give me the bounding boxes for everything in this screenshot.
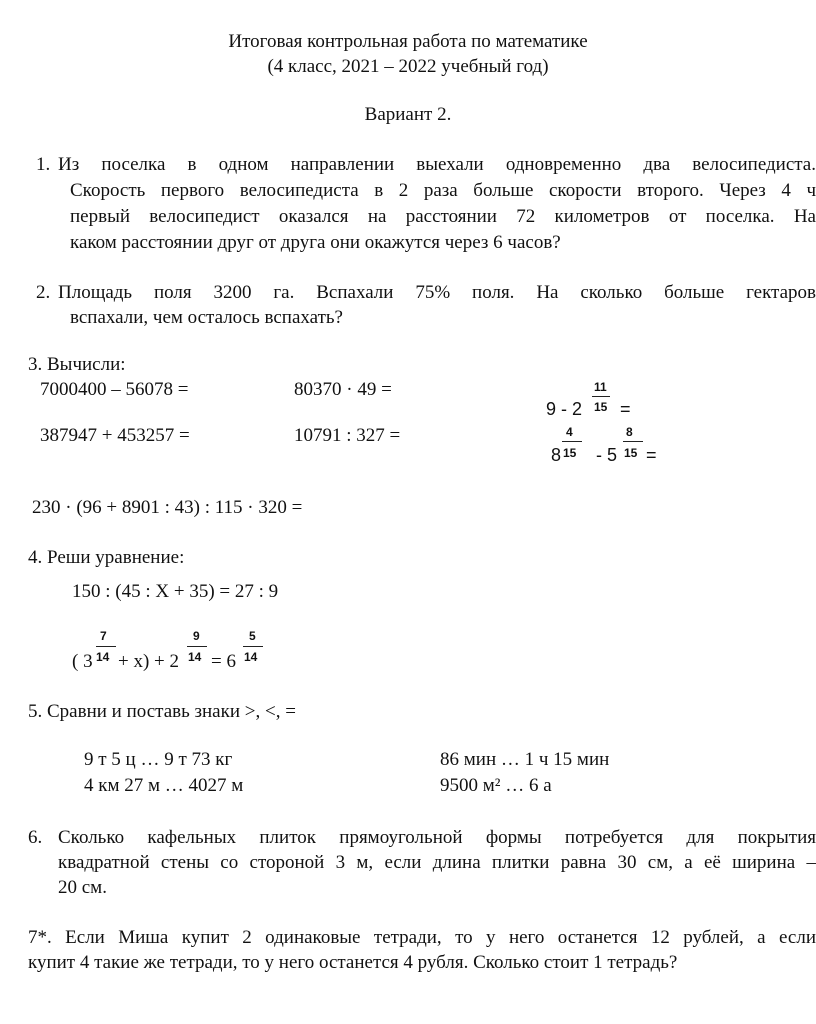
equation-part: ( 3 (72, 651, 93, 672)
task5-heading: 5. Сравни и поставь знаки >, <, = (28, 701, 296, 722)
fraction-numerator: 4 (566, 425, 573, 439)
task1-line: Из поселка в одном направлении выехали одновременно два велосипедиста. (58, 154, 816, 175)
comparison-item: 86 мин … 1 ч 15 мин (440, 749, 610, 770)
task4-heading: 4. Реши уравнение: (28, 547, 185, 568)
equals-sign: = (620, 399, 631, 419)
fraction-denominator: 14 (188, 650, 202, 664)
page-subtitle: (4 класс, 2021 – 2022 учебный год) (267, 56, 549, 77)
fraction-bar (623, 441, 643, 442)
task3-heading: 3. Вычисли: (28, 354, 126, 375)
fraction-denominator: 15 (624, 446, 638, 460)
fraction-numerator: 8 (626, 425, 633, 439)
task1-line: первый велосипедист оказался на расстоянии 72 километров от поселка. На (70, 206, 816, 227)
equals-sign: = (646, 445, 657, 465)
variant-label: Вариант 2. (364, 104, 452, 125)
task3-expression: 7000400 – 56078 = (40, 379, 189, 400)
task6-line: квадратной стены со стороной 3 м, если длина плитки равна 30 см, а её ширина – (58, 852, 816, 873)
task1-line: Скорость первого велосипедиста в 2 раза больше скорости второго. Через 4 ч (70, 180, 816, 201)
equation: 150 : (45 : Х + 35) = 27 : 9 (72, 581, 279, 602)
fraction-bar (592, 396, 610, 397)
fraction-numerator: 9 (193, 629, 200, 643)
task2-line: Площадь поля 3200 га. Вспахали 75% поля. На сколько больше гектаров (58, 282, 816, 303)
minus-whole: - 5 (596, 445, 618, 465)
task3-expression: 230 · (96 + 8901 : 43) : 115 · 320 = (32, 497, 303, 518)
equation-part: = 6 (211, 651, 236, 672)
fraction-denominator: 14 (96, 650, 110, 664)
fraction-bar (562, 441, 582, 442)
page-title: Итоговая контрольная работа по математике (228, 31, 588, 52)
task6-number: 6. (28, 827, 43, 848)
task1-number: 1. (36, 154, 51, 175)
equation-part: + х) + 2 (118, 651, 180, 672)
fraction-expression-prefix: 9 - 2 (546, 399, 583, 419)
fraction-denominator: 14 (244, 650, 258, 664)
fraction-numerator: 11 (594, 380, 607, 394)
task2-line: вспахали, чем осталось вспахать? (70, 307, 343, 328)
whole-number: 8 (551, 445, 562, 465)
comparison-item: 9500 м² … 6 а (440, 775, 552, 796)
fraction-numerator: 5 (249, 629, 256, 643)
fraction-numerator: 7 (100, 629, 107, 643)
fraction-bar (96, 646, 116, 647)
task7-line: купит 4 такие же тетради, то у него останется 4 рубля. Сколько стоит 1 тетрадь? (28, 952, 678, 973)
comparison-item: 9 т 5 ц … 9 т 73 кг (84, 749, 233, 770)
comparison-item: 4 км 27 м … 4027 м (84, 775, 244, 796)
task1-line: каком расстоянии друг от друга они окажутся через 6 часов? (70, 232, 561, 253)
task3-expression: 80370 · 49 = (294, 379, 392, 400)
fraction-bar (243, 646, 263, 647)
task3-expression: 10791 : 327 = (294, 425, 401, 446)
task7-line: 7*. Если Миша купит 2 одинаковые тетради, то у него останется 12 рублей, а если (28, 927, 816, 948)
fraction-bar (187, 646, 207, 647)
fraction-denominator: 15 (594, 400, 608, 414)
task3-expression: 387947 + 453257 = (40, 425, 190, 446)
task6-line: Сколько кафельных плиток прямоугольной формы потребуется для покрытия (58, 827, 816, 848)
task6-line: 20 см. (58, 877, 107, 898)
fraction-denominator: 15 (563, 446, 577, 460)
task2-number: 2. (36, 282, 51, 303)
